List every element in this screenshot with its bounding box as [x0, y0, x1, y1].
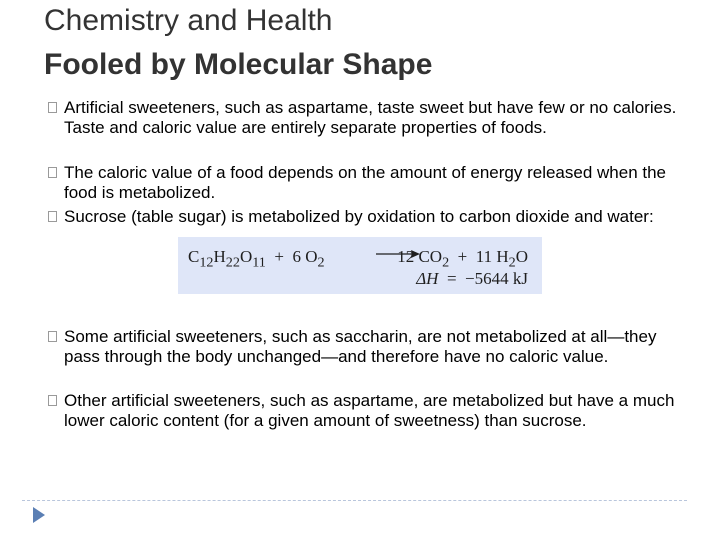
bullet-item [48, 327, 688, 367]
right-triangle-icon [32, 506, 46, 524]
square-bullet-icon [48, 211, 57, 222]
equation-coefficient: 11 [475, 247, 493, 266]
bullet-item [48, 163, 688, 203]
equation-element: O [305, 247, 318, 266]
slide-title-line1: Chemistry and Health [44, 4, 333, 37]
equation-subscript: 12 [199, 254, 214, 271]
bullet-text: Sucrose (table sugar) is metabolized by oxidation to carbon dioxide and water: [64, 207, 654, 226]
equation-element: H [496, 247, 509, 266]
chemical-equation [178, 237, 542, 294]
bullet-text: The caloric value of a food depends on the amount of energy released when the food is metabolized. [64, 163, 667, 202]
equation-plus: + [274, 247, 284, 266]
equation-subscript: 11 [252, 254, 266, 271]
bullet-item [48, 98, 688, 138]
square-bullet-icon [48, 167, 57, 178]
equation-subscript: 2 [317, 254, 325, 271]
equation-reactants [188, 247, 325, 271]
footer-divider [22, 500, 687, 501]
equation-element: C [188, 247, 200, 266]
equation-coefficient: 6 [292, 247, 301, 266]
bullet-text: Some artificial sweeteners, such as saccharin, are not metabolized at all—they pass through the body unchanged—and therefore have no caloric value. [64, 327, 657, 366]
equation-subscript: 2 [442, 254, 450, 271]
bullet-item [48, 391, 688, 431]
equation-coefficient: 12 [397, 247, 415, 266]
square-bullet-icon [48, 102, 57, 113]
square-bullet-icon [48, 395, 57, 406]
bullet-text: Other artificial sweeteners, such as aspartame, are metabolized but have a much lower caloric content (for a given amount of sweetness) than sucrose. [64, 391, 675, 430]
equation-subscript: 22 [225, 254, 240, 271]
enthalpy-change [384, 269, 528, 289]
equation-plus: + [457, 247, 468, 266]
equation-products [384, 247, 528, 271]
delta-h-label: ΔH [416, 269, 439, 288]
bullet-item [48, 207, 688, 227]
equation-element: O [515, 247, 528, 266]
equation-subscript: 2 [508, 254, 516, 271]
equation-element: CO [418, 247, 443, 266]
equation-element: O [239, 247, 253, 266]
delta-h-value: −5644 kJ [465, 269, 528, 288]
bullet-text: Artificial sweeteners, such as aspartame, taste sweet but have few or no calories. Taste and caloric value are entirely separate properties of foods. [64, 98, 677, 137]
equation-equals: = [446, 269, 457, 288]
equation-element: H [213, 247, 226, 266]
square-bullet-icon [48, 331, 57, 342]
slide-title-line2: Fooled by Molecular Shape [44, 48, 433, 81]
